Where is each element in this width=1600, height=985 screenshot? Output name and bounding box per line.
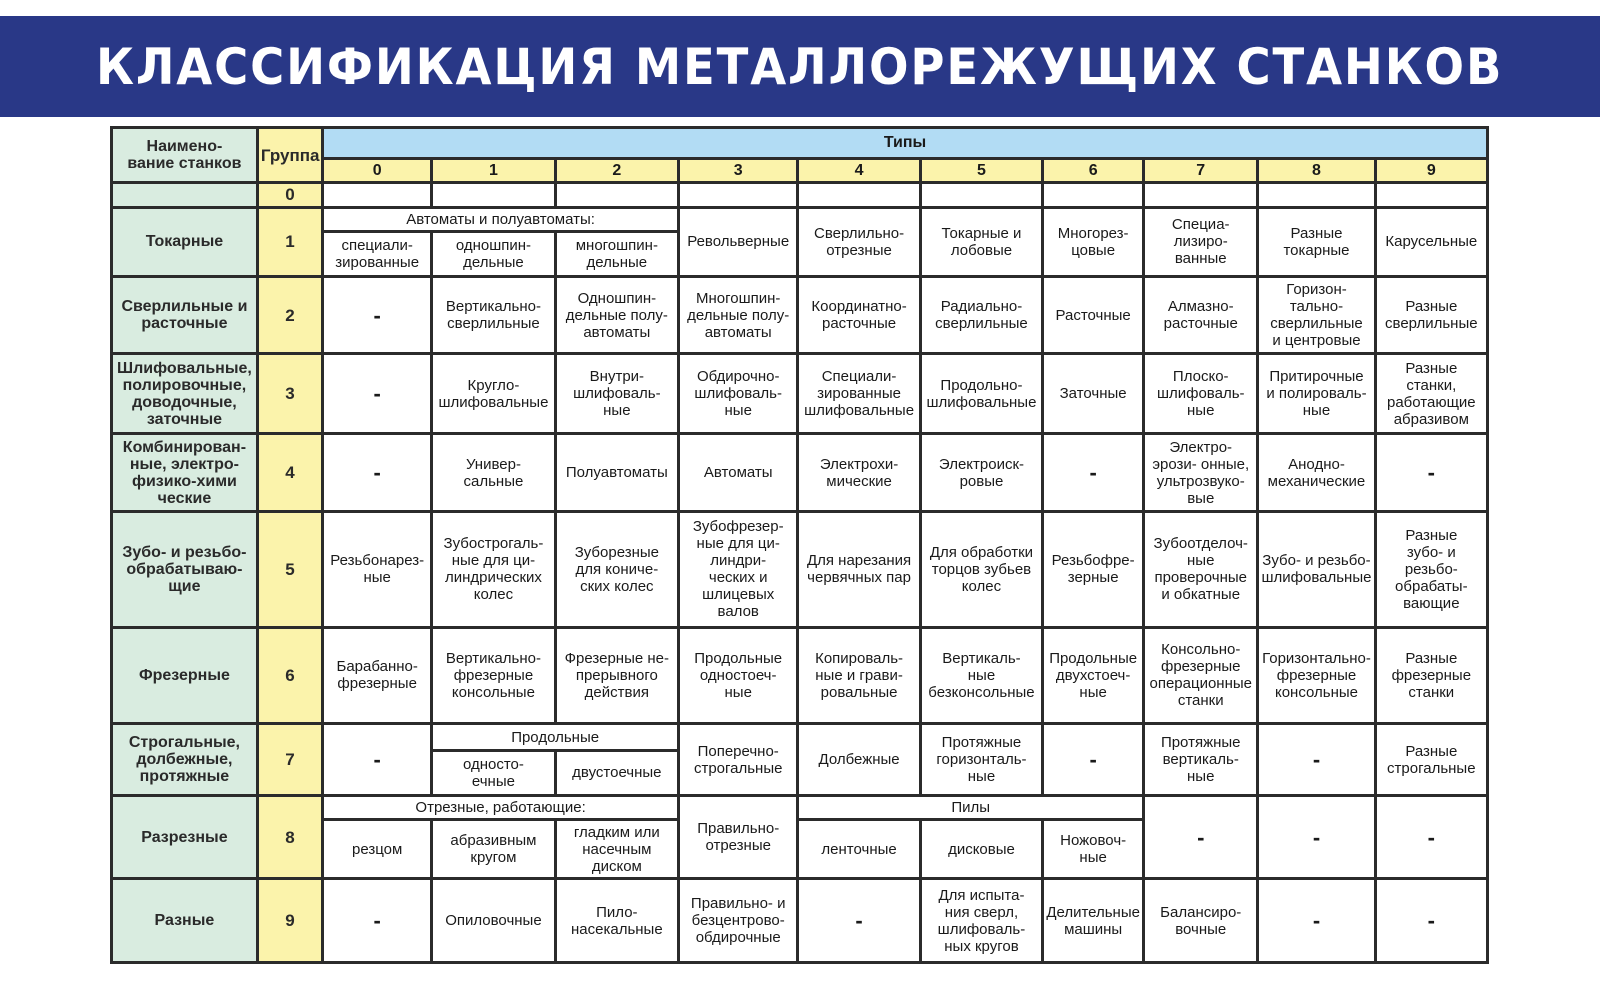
type-number: 2 xyxy=(555,158,678,182)
table-cell: Долбежные xyxy=(798,724,920,795)
table-cell: - xyxy=(323,724,432,795)
table-cell: Горизонтально- фрезерные консольные xyxy=(1258,627,1375,724)
table-cell: Алмазно- расточные xyxy=(1144,276,1258,353)
table-cell: Карусельные xyxy=(1375,207,1487,276)
row-name xyxy=(112,183,258,207)
table-row-group-0 xyxy=(112,183,1488,207)
row-name: Сверлильные и расточные xyxy=(112,276,258,353)
table-cell: абразивным кругом xyxy=(432,820,555,879)
table-cell: Фрезерные не- прерывного действия xyxy=(555,627,678,724)
table-cell: Сверлильно- отрезные xyxy=(798,207,920,276)
row-name: Разрезные xyxy=(112,795,258,879)
header-group: Группа xyxy=(257,128,322,183)
table-cell xyxy=(920,183,1042,207)
title-banner xyxy=(0,16,1600,117)
table-cell: Расточные xyxy=(1043,276,1144,353)
table-cell: Продольные двухстоеч- ные xyxy=(1043,627,1144,724)
type-number: 1 xyxy=(432,158,555,182)
group-number: 0 xyxy=(257,183,322,207)
table-cell: Специали- зированные шлифовальные xyxy=(798,354,920,434)
group-number: 6 xyxy=(257,627,322,724)
type-number: 8 xyxy=(1258,158,1375,182)
merged-subheader: Автоматы и полуавтоматы: xyxy=(323,207,679,231)
table-cell: - xyxy=(1043,724,1144,795)
table-cell: Опиловочные xyxy=(432,879,555,963)
table-cell: Резьбонарез- ные xyxy=(323,512,432,627)
table-row-group-8 xyxy=(112,795,1488,819)
table-cell: - xyxy=(323,354,432,434)
table-cell: резцом xyxy=(323,820,432,879)
merged-subheader: Продольные xyxy=(432,724,679,751)
table-cell: Плоско- шлифоваль- ные xyxy=(1144,354,1258,434)
header-name: Наимено- вание станков xyxy=(112,128,258,183)
page-title: КЛАССИФИКАЦИЯ МЕТАЛЛОРЕЖУЩИХ СТАНКОВ xyxy=(96,37,1504,96)
table-cell: гладким или насечным диском xyxy=(555,820,678,879)
table-cell: Разные зубо- и резьбо- обрабаты- вающие xyxy=(1375,512,1487,627)
table-cell: - xyxy=(1375,795,1487,879)
table-cell: Зубо- и резьбо- шлифовальные xyxy=(1258,512,1375,627)
table-cell: дисковые xyxy=(920,820,1042,879)
row-name: Зубо- и резьбо- обрабатываю- щие xyxy=(112,512,258,627)
group-number: 2 xyxy=(257,276,322,353)
row-name: Разные xyxy=(112,879,258,963)
table-cell: Многорез- цовые xyxy=(1043,207,1144,276)
table-cell: - xyxy=(1375,879,1487,963)
table-cell: Консольно- фрезерные операционные станки xyxy=(1144,627,1258,724)
table-cell: Вертикально- фрезерные консольные xyxy=(432,627,555,724)
table-cell xyxy=(1043,183,1144,207)
table-cell: Для обработки торцов зубьев колес xyxy=(920,512,1042,627)
table-cell: Разные строгальные xyxy=(1375,724,1487,795)
table-cell: Одношпин- дельные полу- автоматы xyxy=(555,276,678,353)
group-number: 4 xyxy=(257,433,322,512)
type-number: 4 xyxy=(798,158,920,182)
row-name: Комбинирован- ные, электро- физико-хими ческие xyxy=(112,433,258,512)
table-cell xyxy=(1375,183,1487,207)
table-cell: - xyxy=(323,276,432,353)
table-row-group-4 xyxy=(112,433,1488,512)
table-cell: - xyxy=(1258,795,1375,879)
table-cell: двустоечные xyxy=(555,750,678,795)
table-cell: Протяжные горизонталь- ные xyxy=(920,724,1042,795)
table-cell: Электроиск- ровые xyxy=(920,433,1042,512)
table-cell: Внутри- шлифоваль- ные xyxy=(555,354,678,434)
table-cell: Автоматы xyxy=(679,433,798,512)
table-cell: Продольные одностоеч- ные xyxy=(679,627,798,724)
table-cell: Зубострогаль- ные для ци- линдрических колес xyxy=(432,512,555,627)
table-cell: Электро- эрози- онные, ультрозвуко- вые xyxy=(1144,433,1258,512)
table-cell xyxy=(323,183,432,207)
type-number: 7 xyxy=(1144,158,1258,182)
table-cell: Протяжные вертикаль- ные xyxy=(1144,724,1258,795)
merged-subheader: Пилы xyxy=(798,795,1144,819)
table-cell: Полуавтоматы xyxy=(555,433,678,512)
table-cell: Координатно- расточные xyxy=(798,276,920,353)
table-row-group-9 xyxy=(112,879,1488,963)
group-number: 5 xyxy=(257,512,322,627)
table-cell: Специа- лизиро- ванные xyxy=(1144,207,1258,276)
row-name: Токарные xyxy=(112,207,258,276)
type-number: 0 xyxy=(323,158,432,182)
table-cell: односто- ечные xyxy=(432,750,555,795)
type-number: 9 xyxy=(1375,158,1487,182)
table-cell: Барабанно- фрезерные xyxy=(323,627,432,724)
table-cell: - xyxy=(323,879,432,963)
header-row xyxy=(112,128,1488,159)
table-cell: Продольно- шлифовальные xyxy=(920,354,1042,434)
row-name: Строгальные, долбежные, протяжные xyxy=(112,724,258,795)
table-cell: Правильно- и безцентрово- обдирочные xyxy=(679,879,798,963)
table-cell: - xyxy=(798,879,920,963)
table-cell: Обдирочно- шлифоваль- ные xyxy=(679,354,798,434)
row-name: Фрезерные xyxy=(112,627,258,724)
group-number: 7 xyxy=(257,724,322,795)
table-cell: специали- зированные xyxy=(323,231,432,276)
group-number: 1 xyxy=(257,207,322,276)
table-cell: - xyxy=(1258,879,1375,963)
table-cell: - xyxy=(1043,433,1144,512)
table-cell: Вертикально- сверлильные xyxy=(432,276,555,353)
table-cell: Револьверные xyxy=(679,207,798,276)
table-row-group-1 xyxy=(112,207,1488,231)
type-number: 3 xyxy=(679,158,798,182)
table-cell: Разные станки, работающие абразивом xyxy=(1375,354,1487,434)
table-cell xyxy=(1144,183,1258,207)
table-row-group-2 xyxy=(112,276,1488,353)
table-cell: Универ- сальные xyxy=(432,433,555,512)
row-name: Шлифовальные, полировочные, доводочные, заточные xyxy=(112,354,258,434)
table-cell: ленточные xyxy=(798,820,920,879)
table-row-group-3 xyxy=(112,354,1488,434)
table-cell: многошпин- дельные xyxy=(555,231,678,276)
table-cell: Вертикаль- ные безконсольные xyxy=(920,627,1042,724)
table-cell: Токарные и лобовые xyxy=(920,207,1042,276)
table-cell: Зуборезные для кониче- ских колес xyxy=(555,512,678,627)
table-cell: Копироваль- ные и грави- ровальные xyxy=(798,627,920,724)
type-number: 6 xyxy=(1043,158,1144,182)
table-cell: Электрохи- мические xyxy=(798,433,920,512)
table-cell: Балансиро- вочные xyxy=(1144,879,1258,963)
table-cell xyxy=(679,183,798,207)
classification-table xyxy=(110,126,1489,964)
table-cell: - xyxy=(1258,724,1375,795)
table-cell: Делительные машины xyxy=(1043,879,1144,963)
type-number: 5 xyxy=(920,158,1042,182)
table-cell: Правильно- отрезные xyxy=(679,795,798,879)
group-number: 3 xyxy=(257,354,322,434)
table-cell: Зубоотделоч- ные проверочные и обкатные xyxy=(1144,512,1258,627)
table-cell: Ножовоч- ные xyxy=(1043,820,1144,879)
table-row-group-6 xyxy=(112,627,1488,724)
group-number: 9 xyxy=(257,879,322,963)
group-number: 8 xyxy=(257,795,322,879)
merged-subheader: Отрезные, работающие: xyxy=(323,795,679,819)
table-cell: Для нарезания червячных пар xyxy=(798,512,920,627)
table-cell: Радиально- сверлильные xyxy=(920,276,1042,353)
table-cell: - xyxy=(323,433,432,512)
table-row-group-7 xyxy=(112,724,1488,751)
header-types: Типы xyxy=(323,128,1488,159)
table-cell xyxy=(1258,183,1375,207)
table-cell: Поперечно- строгальные xyxy=(679,724,798,795)
table-cell: Кругло- шлифовальные xyxy=(432,354,555,434)
table-cell xyxy=(798,183,920,207)
table-cell: Разные фрезерные станки xyxy=(1375,627,1487,724)
table-row-group-5 xyxy=(112,512,1488,627)
table-cell: Притирочные и полироваль- ные xyxy=(1258,354,1375,434)
table-cell: Горизон- тально- сверлильные и центровые xyxy=(1258,276,1375,353)
table-cell: Для испыта- ния сверл, шлифоваль- ных кругов xyxy=(920,879,1042,963)
table-cell: Многошпин- дельные полу- автоматы xyxy=(679,276,798,353)
table-cell: одношпин- дельные xyxy=(432,231,555,276)
table-cell: Зубофрезер- ные для ци- линдри- ческих и шлицевых валов xyxy=(679,512,798,627)
table-cell: - xyxy=(1144,795,1258,879)
table-cell: Анодно- механические xyxy=(1258,433,1375,512)
table-cell: Пило- насекальные xyxy=(555,879,678,963)
table-cell: Разные токарные xyxy=(1258,207,1375,276)
table-cell xyxy=(555,183,678,207)
table-cell: - xyxy=(1375,433,1487,512)
table-cell: Разные сверлильные xyxy=(1375,276,1487,353)
table-cell: Резьбофре- зерные xyxy=(1043,512,1144,627)
table-cell: Заточные xyxy=(1043,354,1144,434)
table-cell xyxy=(432,183,555,207)
